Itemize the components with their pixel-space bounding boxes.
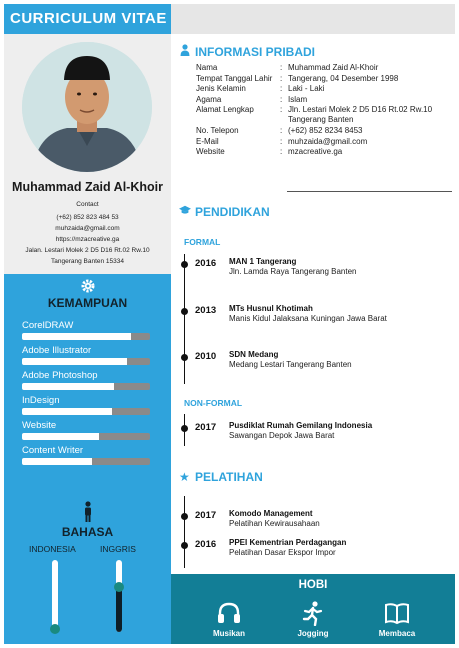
- star-icon: ★: [179, 470, 190, 484]
- skill-label: Adobe Photoshop: [22, 370, 98, 381]
- personal-info-heading: [179, 44, 315, 59]
- nonformal-label: NON-FORMAL: [184, 398, 243, 408]
- running-icon: [300, 600, 326, 626]
- info-separator: :: [280, 126, 283, 135]
- info-separator: :: [280, 105, 283, 114]
- header-strip: [171, 4, 455, 34]
- skill-bar-fill: [22, 458, 92, 465]
- divider: [287, 191, 452, 192]
- formal-label: FORMAL: [184, 237, 221, 247]
- timeline-dot: [181, 542, 188, 549]
- timeline-title: SDN Medang: [229, 350, 279, 359]
- info-separator: :: [280, 136, 283, 146]
- skill-bar: [22, 408, 150, 415]
- profile-name: Muhammad Zaid Al-Khoir: [12, 180, 163, 194]
- info-key: Tempat Tanggal Lahir: [196, 73, 273, 83]
- skill-bar-fill: [22, 333, 131, 340]
- training-heading: [179, 470, 263, 484]
- timeline-subtitle: Medang Lestari Tangerang Banten: [229, 360, 352, 369]
- contact-website: https://mzacreative.ga: [55, 236, 120, 243]
- skill-bar-fill: [22, 383, 114, 390]
- skill-bar: [22, 383, 150, 390]
- person-icon: [179, 44, 191, 56]
- info-key: No. Telepon: [196, 126, 239, 135]
- info-key: Jenis Kelamin: [196, 84, 246, 93]
- timeline-year: 2017: [195, 510, 217, 521]
- language-bar: [52, 560, 58, 632]
- timeline-subtitle: Pelatihan Kewirausahaan: [229, 519, 320, 528]
- timeline-title: Komodo Management: [229, 509, 313, 518]
- info-value: Laki - Laki: [288, 84, 325, 93]
- skill-label: Website: [22, 420, 57, 431]
- info-key: Alamat Lengkap: [196, 105, 254, 114]
- contact-address-line2: Tangerang Banten 15334: [50, 258, 124, 265]
- hobby-label: Jogging: [297, 629, 329, 638]
- education-title: PENDIDIKAN: [195, 205, 270, 219]
- skill-label: Adobe Illustrator: [22, 345, 92, 356]
- formal-timeline-line: [184, 254, 185, 384]
- person-icon: [81, 501, 95, 523]
- contact-phone: (+62) 852 823 484 53: [56, 214, 119, 221]
- timeline-year: 2013: [195, 305, 217, 316]
- timeline-year: 2016: [195, 258, 217, 269]
- skill-bar-fill: [22, 408, 112, 415]
- avatar: [22, 42, 152, 172]
- timeline-year: 2016: [195, 539, 217, 550]
- info-key: Nama: [196, 63, 218, 72]
- skill-bar: [22, 458, 150, 465]
- training-timeline-line: [184, 496, 185, 568]
- timeline-subtitle: Jln. Lamda Raya Tangerang Banten: [229, 267, 357, 276]
- timeline-title: MTs Husnul Khotimah: [229, 304, 313, 313]
- skill-label: CorelDRAW: [22, 320, 74, 331]
- skill-label: Content Writer: [22, 445, 84, 456]
- training-title: PELATIHAN: [195, 470, 263, 484]
- hobby-label: Musikan: [212, 629, 245, 638]
- info-value: Islam: [288, 94, 308, 104]
- timeline-dot: [181, 354, 188, 361]
- hobbies-title: HOBI: [298, 579, 328, 591]
- timeline-dot: [181, 425, 188, 432]
- info-value: mzacreative.ga: [288, 147, 343, 156]
- info-separator: :: [280, 73, 283, 83]
- timeline-title: PPEI Kementrian Perdagangan: [229, 538, 347, 547]
- skill-bar: [22, 433, 150, 440]
- timeline-title: MAN 1 Tangerang: [229, 257, 297, 266]
- personal-info-title: INFORMASI PRIBADI: [195, 45, 315, 59]
- hobby-item-jogging: [278, 600, 348, 638]
- education-heading: [179, 204, 270, 219]
- headphones-icon: [216, 600, 242, 626]
- info-separator: :: [280, 84, 283, 93]
- info-separator: :: [280, 94, 283, 104]
- skill-bar-fill: [22, 358, 127, 365]
- timeline-dot: [181, 261, 188, 268]
- language-label: INDONESIA: [29, 544, 76, 554]
- language-bar-fill: [116, 587, 122, 632]
- skill-bar: [22, 358, 150, 365]
- info-separator: :: [280, 63, 283, 72]
- languages-title: BAHASA: [61, 525, 114, 539]
- timeline-dot: [181, 308, 188, 315]
- language-label: INGGRIS: [100, 544, 136, 554]
- timeline-dot: [181, 513, 188, 520]
- info-key: Agama: [196, 94, 222, 104]
- info-value: Muhammad Zaid Al-Khoir: [288, 63, 379, 72]
- timeline-subtitle: Sawangan Depok Jawa Barat: [229, 431, 335, 440]
- page-title: CURRICULUM VITAE: [4, 4, 171, 34]
- timeline-title: Pusdiklat Rumah Gemilang Indonesia: [229, 421, 373, 430]
- hobby-item-music: [194, 600, 264, 638]
- info-value: Tangerang, 04 Desember 1998: [288, 73, 399, 83]
- timeline-subtitle: Pelatihan Dasar Ekspor Impor: [229, 548, 336, 557]
- gear-icon: [80, 278, 96, 294]
- skill-label: InDesign: [22, 395, 60, 406]
- cv-page: [4, 4, 455, 644]
- skill-bar-fill: [22, 433, 99, 440]
- hobby-item-reading: [362, 600, 432, 638]
- timeline-subtitle: Manis Kidul Jalaksana Kuningan Jawa Barat: [229, 314, 387, 323]
- contact-block: [4, 199, 171, 267]
- info-separator: :: [280, 147, 283, 156]
- book-icon: [384, 600, 410, 626]
- info-key: Website: [196, 147, 225, 156]
- info-value: muhzaida@gmail.com: [288, 136, 368, 146]
- hobby-label: Membaca: [378, 629, 416, 638]
- skills-title: KEMAMPUAN: [47, 296, 128, 310]
- skill-bar: [22, 333, 150, 340]
- info-value: Jln. Lestari Molek 2 D5 D16 Rt.02 Rw.10 Tangerang Banten: [288, 105, 433, 124]
- contact-heading: Contact: [76, 201, 99, 208]
- timeline-year: 2017: [195, 422, 217, 433]
- contact-address-line1: Jalan. Lestari Molek 2 D5 D16 Rt.02 Rw.10: [25, 247, 150, 254]
- graduation-cap-icon: [179, 204, 191, 216]
- info-value: (+62) 852 8234 8453: [288, 126, 363, 135]
- language-bar: [116, 560, 122, 632]
- info-key: E-Mail: [196, 136, 219, 146]
- timeline-year: 2010: [195, 351, 217, 362]
- contact-email: muhzaida@gmail.com: [55, 225, 120, 232]
